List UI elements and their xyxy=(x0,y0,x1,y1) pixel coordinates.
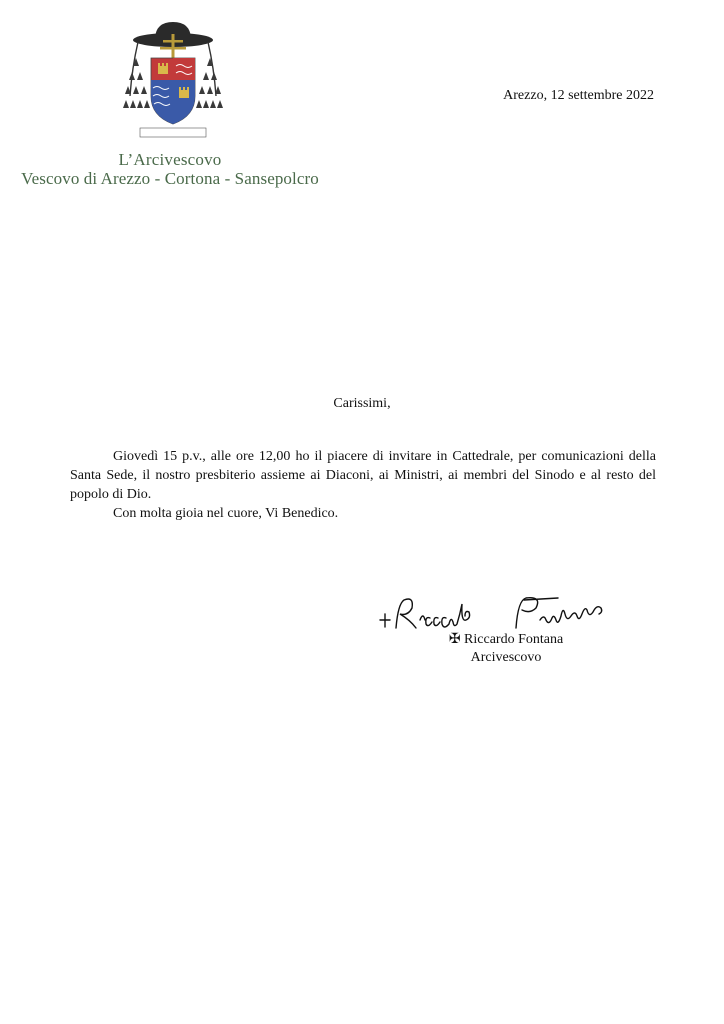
letter-date: Arezzo, 12 settembre 2022 xyxy=(503,88,654,103)
body-paragraph: Giovedì 15 p.v., alle ore 12,00 ho il piacere di invitare in Cattedrale, per comunicazioni della Santa Sede, il nostro presbiterio assieme ai Diaconi, ai Ministri, ai membri del Sinodo e al resto del popolo di Dio. xyxy=(70,449,656,502)
signatory-role: Arcivescovo xyxy=(470,650,542,665)
coat-of-arms-logo xyxy=(118,18,228,146)
body-paragraph: Con molta gioia nel cuore, Vi Benedico. xyxy=(113,506,339,521)
signatory-name: ✠ Riccardo Fontana xyxy=(448,632,564,647)
letterhead-subtitle: Vescovo di Arezzo - Cortona - Sansepolcro xyxy=(21,169,319,188)
salutation: Carissimi, xyxy=(333,396,391,411)
letter-body xyxy=(70,447,656,523)
letterhead-title: L’Arcivescovo xyxy=(118,150,222,169)
signature-block xyxy=(376,590,636,680)
letterhead xyxy=(0,150,340,188)
